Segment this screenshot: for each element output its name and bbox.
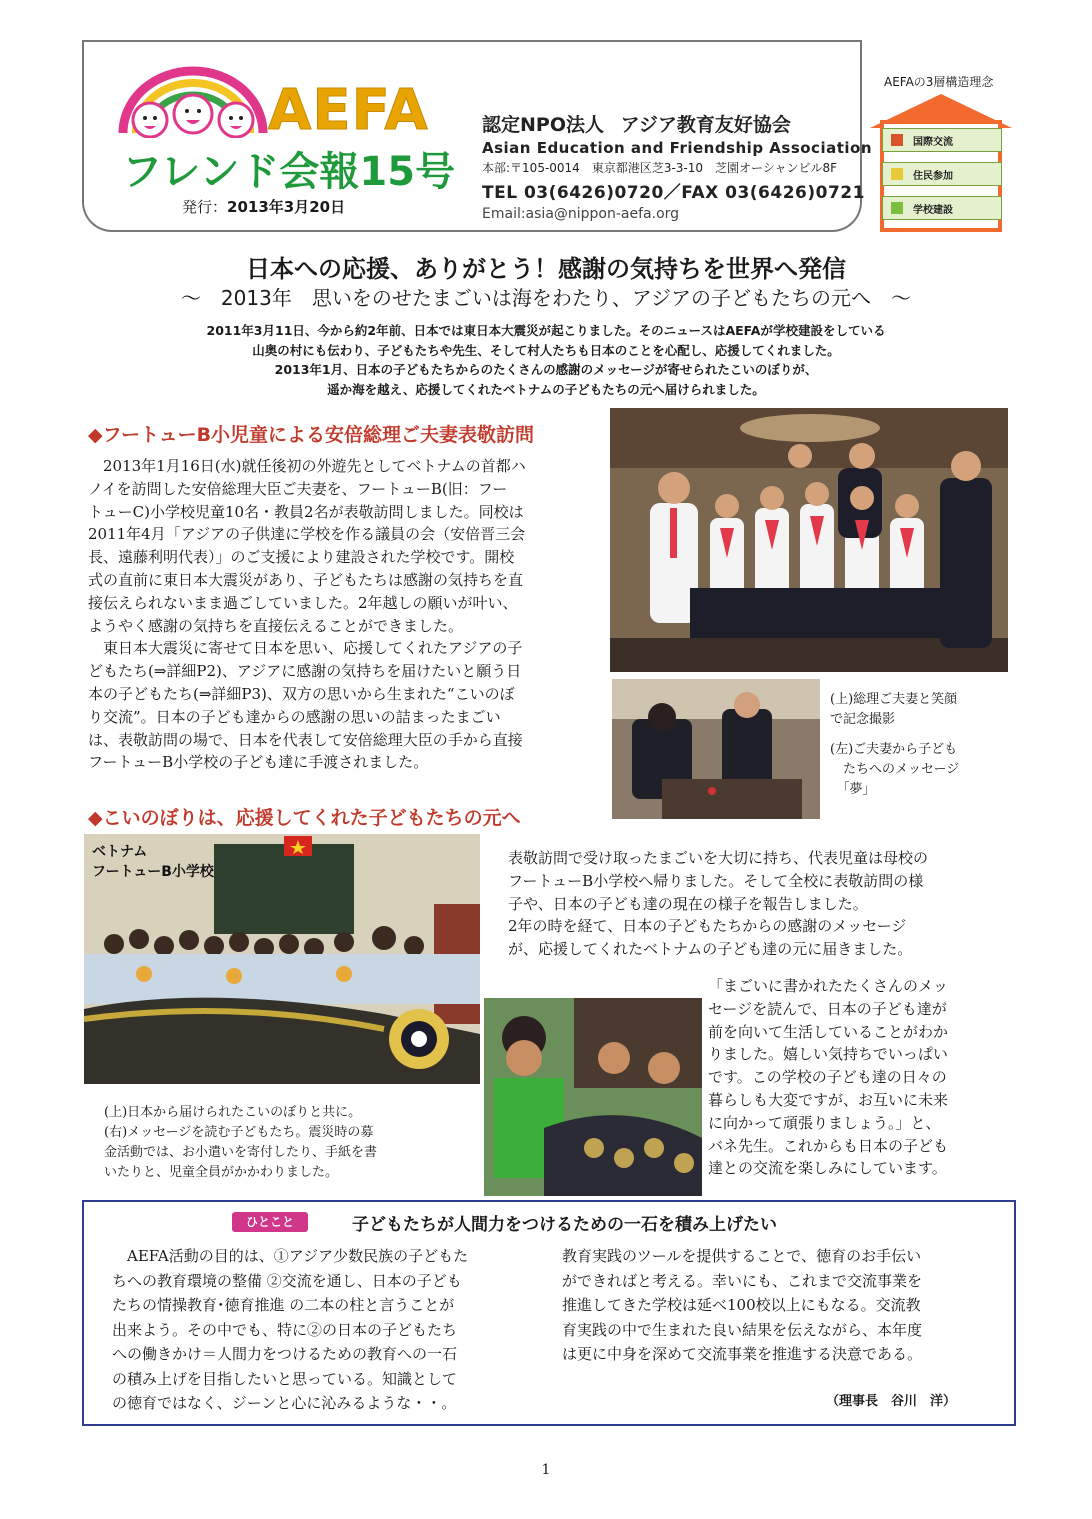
org-tel-fax: TEL 03(6426)0720／FAX 03(6426)0721 xyxy=(482,183,865,203)
caption-line: 金活動では、お小遣いを寄付したり、手紙を書 xyxy=(104,1145,378,1160)
group-photo-prime-minister xyxy=(610,408,1008,672)
teacher-quote xyxy=(708,975,1008,1180)
body-line: 表敬訪問で受け取ったまごいを大切に持ち、代表児童は母校の xyxy=(508,849,929,867)
org-name: アジア教育友好協会 xyxy=(620,114,791,136)
body-line: AEFA活動の目的は、①アジア少数民族の子どもた xyxy=(112,1247,469,1265)
caption-line xyxy=(830,730,1010,740)
philosophy-item-label: 国際交流 xyxy=(913,136,953,148)
body-line: の徳育ではなく、ジーンと心に沁みるような・・。 xyxy=(112,1394,457,1412)
philosophy-item-participation xyxy=(882,162,1002,186)
philosophy-title: AEFAの3層構造理念 xyxy=(884,75,994,89)
section2-right-text xyxy=(508,847,1008,961)
group-photo-image xyxy=(610,408,1008,672)
body-line: 育実践の中で生まれた良い結果を伝えながら、本年度 xyxy=(562,1320,923,1339)
section2-heading: ◆こいのぼりは、応援してくれた子どもたちの元へ xyxy=(88,807,521,829)
body-line: 長、遠藤利明代表）」のご支援により建設された学校です。開校 xyxy=(88,548,515,567)
org-title xyxy=(482,110,872,137)
body-line: どもたち(⇒詳細P2)、アジアに感謝の気持ちを届けたいと願う日 xyxy=(88,662,522,681)
intro-line: 遥か海を越え、応援してくれたベトナムの子どもたちの元へ届けられました。 xyxy=(327,381,765,397)
body-line: り交流”。日本の子ども達からの感謝の思いの詰まったまごい xyxy=(88,707,501,726)
aefa-logo-icon xyxy=(118,58,268,138)
issue-label: 発行： xyxy=(182,198,228,216)
body-line: 推進してきた学校は延べ100校以上にもなる。交流教 xyxy=(562,1296,921,1314)
body-line: の積み上げを目指したいと思っている。知識として xyxy=(112,1369,458,1388)
newsletter-title: フレンド会報15号 xyxy=(122,149,456,195)
body-line: 2013年1月16日(水)就任後初の外遊先としてベトナムの首都ハ xyxy=(88,457,526,475)
quote-line: 前を向いて生活していることがわか xyxy=(708,1022,949,1041)
organization-info xyxy=(482,110,872,222)
philosophy-list xyxy=(882,128,1002,230)
body-line: ができればと考える。幸いにも、これまで交流事業を xyxy=(562,1271,923,1290)
body-line: 接伝えられないまま過ごしていました。2年越しの願いが叶い、 xyxy=(88,593,518,612)
hitokoto-title: 子どもたちが人間力をつけるための一石を積み上げたい xyxy=(352,1215,777,1235)
org-type: 認定NPO法人 xyxy=(482,114,604,136)
sub-headline: ～ 2013年 思いをのせたまごいは海をわたり、アジアの子どもたちの元へ ～ xyxy=(180,286,912,310)
body-line: ちへの教育環境の整備 ②交流を通し、日本の子ども xyxy=(112,1271,462,1290)
org-email: Email:asia@nippon-aefa.org xyxy=(482,206,680,222)
body-line: 教育実践のツールを提供することで、徳育のお手伝い xyxy=(562,1247,922,1265)
body-line: 2年の時を経て、日本の子どもたちからの感謝のメッセージ xyxy=(508,917,907,936)
section1-heading: ◆フートューB小児童による安倍総理ご夫妻表敬訪問 xyxy=(88,424,535,446)
section1-photo-caption xyxy=(830,690,1010,800)
quote-line: セージを読んで、日本の子ども達が xyxy=(708,999,947,1018)
philosophy-item-exchange xyxy=(882,128,1002,152)
photo-label-country: ベトナム xyxy=(92,844,148,860)
body-line: フートューB小学校の子ども達に手渡されました。 xyxy=(88,753,429,772)
quote-line: に向かって頑張りましょう。」と、 xyxy=(708,1113,941,1132)
square-icon xyxy=(891,134,903,146)
logo-wordmark: AEFA xyxy=(268,78,429,143)
body-line: トューC)小学校児童10名・教員2名が表敬訪問しました。同校は xyxy=(88,502,524,521)
children-photo-image xyxy=(484,998,702,1196)
body-line: ノイを訪問した安倍総理大臣ご夫妻を、フートューB(旧：フー xyxy=(88,479,508,498)
caption-line: 「夢」 xyxy=(830,782,876,797)
children-reading-photo xyxy=(484,998,702,1196)
body-line: 2011年4月「アジアの子供達に学校を作る議員の会（安倍晋三会 xyxy=(88,525,526,544)
square-icon xyxy=(891,202,903,214)
page-number: 1 xyxy=(541,1462,551,1478)
caption-line: たちへのメッセージ xyxy=(830,762,960,777)
message-writing-photo xyxy=(612,679,820,819)
org-address: 本部:〒105-0014 東京都港区芝3-3-10 芝園オーシャンビル8F xyxy=(482,161,838,175)
caption-line: (上)日本から届けられたこいのぼりと共に。 xyxy=(104,1105,362,1120)
hitokoto-left-column xyxy=(112,1244,532,1416)
hitokoto-badge: ひとこと xyxy=(232,1212,308,1232)
section2-photo-caption xyxy=(104,1103,464,1183)
intro-line: 2011年3月11日、今から約2年前、日本では東日本大震災が起こりました。そのニュースはAEFAが学校建設をしている xyxy=(206,323,886,338)
body-line: たちの情操教育･徳育推進 の二本の柱と言うことが xyxy=(112,1296,455,1314)
intro-line: 2013年1月、日本の子どもたちからのたくさんの感謝のメッセージが寄せられたこいのぼりが、 xyxy=(274,362,818,377)
intro-line: 山奥の村にも伝わり、子どもたちや先生、そして村人たちも日本のことを心配し、応援してくれました。 xyxy=(252,342,840,358)
body-line: は、表敬訪問の場で、日本を代表して安倍総理大臣の手から直接 xyxy=(88,730,523,749)
caption-line: (左)ご夫妻から子ども xyxy=(830,742,958,757)
body-line: ようやく感謝の気持ちを直接伝えることができました。 xyxy=(88,616,464,635)
section1-body xyxy=(88,455,608,774)
quote-line: 「まごいに書かれたたくさんのメッ xyxy=(708,977,949,995)
caption-line: (上)総理ご夫妻と笑顔 xyxy=(830,692,958,707)
caption-line: いたりと、児童全員がかかわりました。 xyxy=(104,1165,339,1180)
caption-line: で記念撮影 xyxy=(830,712,896,727)
body-line: 子や、日本の子ども達の現在の様子を報告しました。 xyxy=(508,894,868,913)
hitokoto-signature: （理事長 谷川 洋） xyxy=(826,1394,957,1409)
quote-line: です。この学校の子ども達の日々の xyxy=(708,1068,947,1087)
intro-paragraph xyxy=(100,321,992,399)
photo-location-label xyxy=(92,842,214,882)
message-photo-image xyxy=(612,679,820,819)
org-name-en: Asian Education and Friendship Association xyxy=(482,139,873,157)
photo-label-school: フートューB小学校 xyxy=(92,864,214,880)
main-headline: 日本への応援、ありがとう！感謝の気持ちを世界へ発信 xyxy=(246,255,846,283)
quote-line: りました。嬉しい気持ちでいっぱい xyxy=(708,1045,948,1064)
body-line: 東日本大震災に寄せて日本を思い、応援してくれたアジアの子 xyxy=(88,639,523,658)
body-line: が、応援してくれたベトナムの子ども達の元に届きました。 xyxy=(508,940,913,959)
square-icon xyxy=(891,168,903,180)
hitokoto-right-column xyxy=(562,1244,1002,1367)
body-line: フートューB小学校へ帰りました。そして全校に表敬訪問の様 xyxy=(508,871,924,890)
body-line: 本の子どもたち(⇒詳細P3)、双方の思いから生まれた“こいのぼ xyxy=(88,684,515,703)
quote-line: バネ先生。これからも日本の子ども xyxy=(708,1136,949,1155)
philosophy-item-label: 学校建設 xyxy=(913,204,953,216)
philosophy-item-school xyxy=(882,196,1002,220)
body-line: 式の直前に東日本大震災があり、子どもたちは感謝の気持ちを直 xyxy=(88,570,524,589)
philosophy-item-label: 住民参加 xyxy=(913,170,953,182)
quote-line: 達との交流を楽しみにしています。 xyxy=(708,1159,947,1178)
body-line: は更に中身を深めて交流事業を推進する決意である。 xyxy=(562,1345,923,1363)
body-line: への働きかけ＝人間力をつけるための教育への一石 xyxy=(112,1345,458,1363)
issue-date xyxy=(182,196,345,217)
quote-line: 暮らしも大変ですが、お互いに未来 xyxy=(708,1090,949,1109)
body-line: 出来よう。その中でも、特に②の日本の子どもたち xyxy=(112,1320,458,1339)
caption-line: (右)メッセージを読む子どもたち。震災時の募 xyxy=(104,1125,374,1140)
issue-date-value: 2013年3月20日 xyxy=(227,198,346,216)
